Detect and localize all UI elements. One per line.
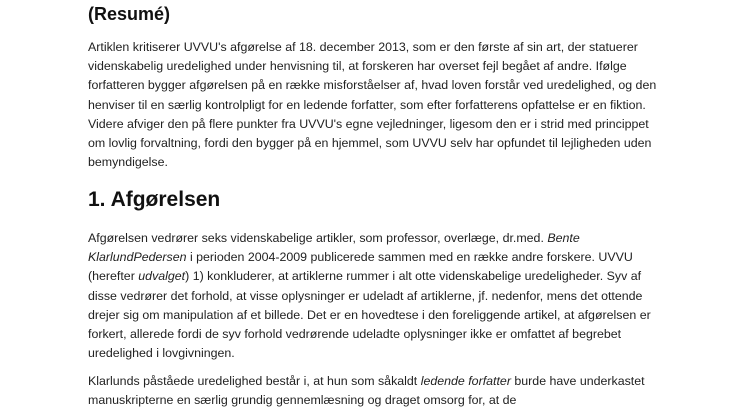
udvalget-term: udvalget bbox=[138, 269, 186, 284]
section-1-paragraph-1 bbox=[88, 229, 663, 363]
text-span: ) 1) konkluderer, at artiklerne rummer i alt otte videnskabelige uredeligheder. Syv af disse vedrører det forhold, at visse oplysninger er udeladt af artiklerne, jf. nedenfor, mens det ottende drejer sig om manipulation af et billede. Det er en hovedtese i den foreliggende artikel, at afgørelsen er forkert, allerede fordi de syv forhold vedrørende udeladte oplysninger ikke er omfattet af begrebet uredelighed i lovgivningen. bbox=[88, 269, 651, 361]
resume-heading: (Resumé) bbox=[88, 4, 171, 24]
abstract-paragraph: Artiklen kritiserer UVVU's afgørelse af 18. december 2013, som er den første af sin art, der statuerer videnskabelig uredelighed under henvisning til, at forskeren har overset fejl begået af andre. Ifølge forfatteren bygger afgørelsen på en række misforståelser af, hvad loven forstår ved uredelighed, og den henviser til en særlig kontrolpligt for en ledende forfatter, som efter forfatterens opfattelse er en fiktion. Videre afviger den på flere punkter fra UVVU's egne vejledninger, ligesom den er i strid med princippet om lovlig forvaltning, fordi den bygger på en hjemmel, som UVVU selv har opfundet til lejligheden uden bemyndigelse. bbox=[88, 40, 657, 170]
section-1-heading: 1. Afgørelsen bbox=[88, 188, 221, 211]
section-1-paragraph-2 bbox=[88, 372, 663, 410]
ledende-forfatter-term: ledende forfatter bbox=[420, 374, 511, 388]
author-name: Bente KlarlundPedersen bbox=[88, 231, 580, 265]
text-span: Afgørelsen vedrører seks videnskabelige artikler, som professor, overlæge, dr.med. bbox=[88, 231, 548, 245]
text-span: burde have underkastet manuskripterne en særlig grundig gennemlæsning og draget omsorg for, at de bbox=[88, 374, 645, 408]
text-span: Klarlunds påståede uredelighed består i, at hun som såkaldt bbox=[88, 374, 421, 388]
text-span: i perioden 2004-2009 publicerede sammen med en række andre forskere. UVVU (herefter bbox=[88, 250, 633, 284]
